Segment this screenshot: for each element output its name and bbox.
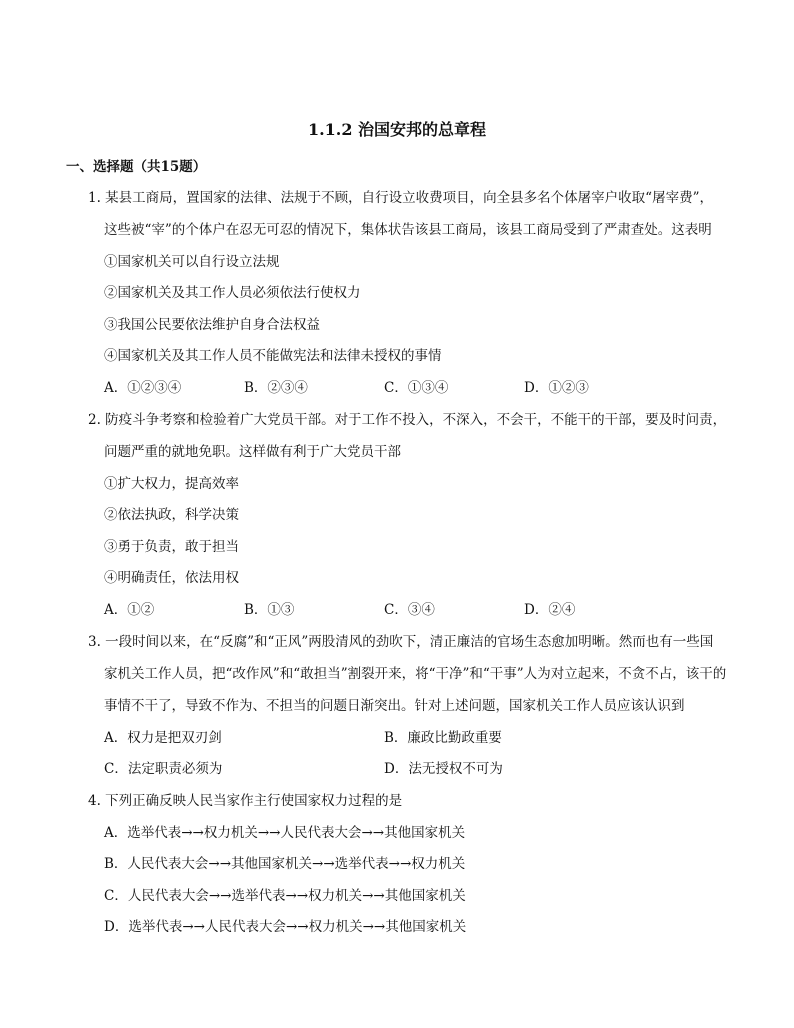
question-1-statement-4: ④国家机关及其工作人员不能做宪法和法律未授权的事情 — [104, 348, 442, 364]
question-4-text: 4. 下列正确反映人民当家作主行使国家权力过程的是 — [88, 793, 403, 809]
question-2-text-cont: 问题严重的就地免职。这样做有利于广大党员干部 — [104, 444, 401, 460]
question-2-option-a: A．①② — [104, 602, 155, 618]
question-2-statement-1: ①扩大权力，提高效率 — [104, 476, 239, 492]
page-title: 1.1.2 治国安邦的总章程 — [307, 120, 487, 139]
question-3-option-d: D．法无授权不可为 — [384, 761, 503, 777]
question-2-statement-2: ②依法执政，科学决策 — [104, 507, 239, 523]
question-3-text-cont-1: 家机关工作人员，把“改作风”和“敢担当”割裂开来，将“干净”和“干事”人为对立起来，不贪不占，该干的 — [104, 666, 727, 682]
question-1-statement-2: ②国家机关及其工作人员必须依法行使权力 — [104, 285, 361, 301]
question-2-statement-3: ③勇于负责，敢于担当 — [104, 539, 239, 555]
question-2-option-b: B．①③ — [244, 602, 295, 618]
question-4-option-a: A．选举代表→→权力机关→→人民代表大会→→其他国家机关 — [104, 825, 466, 841]
question-1-statement-1: ①国家机关可以自行设立法规 — [104, 254, 280, 270]
question-2-option-c: C．③④ — [384, 602, 435, 618]
question-1-option-b: B．②③④ — [244, 380, 308, 396]
question-3-option-c: C．法定职责必须为 — [104, 761, 223, 777]
question-1-text-cont: 这些被“宰”的个体户在忍无可忍的情况下，集体状告该县工商局，该县工商局受到了严肃查处。这表明 — [104, 222, 712, 238]
question-2-option-d: D．②④ — [524, 602, 576, 618]
question-2-statement-4: ④明确责任，依法用权 — [104, 570, 239, 586]
question-4-option-c: C．人民代表大会→→选举代表→→权力机关→→其他国家机关 — [104, 888, 466, 904]
question-1-option-c: C．①③④ — [384, 380, 449, 396]
question-2-text: 2. 防疫斗争考察和检验着广大党员干部。对于工作不投入，不深入，不会干，不能干的干部，要及时问责， — [88, 412, 727, 428]
question-1-option-a: A．①②③④ — [104, 380, 182, 396]
question-4-option-d: D．选举代表→→人民代表大会→→权力机关→→其他国家机关 — [104, 919, 467, 935]
question-4-option-b: B．人民代表大会→→其他国家机关→→选举代表→→权力机关 — [104, 856, 466, 872]
question-1-statement-3: ③我国公民要依法维护自身合法权益 — [104, 317, 320, 333]
question-1-option-d: D．①②③ — [524, 380, 589, 396]
question-3-text-cont-2: 事情不干了，导致不作为、不担当的问题日渐突出。针对上述问题，国家机关工作人员应该认识到 — [104, 698, 685, 714]
question-3-option-b: B．廉政比勤政重要 — [384, 730, 502, 746]
question-3-text: 3. 一段时间以来，在“反腐”和“正风”两股清风的劲吹下，清正廉洁的官场生态愈加明晰。然而也有一些国 — [88, 634, 714, 650]
question-3-option-a: A．权力是把双刃剑 — [104, 730, 222, 746]
question-1-text: 1. 某县工商局，置国家的法律、法规于不顾，自行设立收费项目，向全县多名个体屠宰户收取“屠宰费”， — [88, 190, 713, 206]
section-heading: 一、选择题（共15题） — [66, 159, 207, 175]
